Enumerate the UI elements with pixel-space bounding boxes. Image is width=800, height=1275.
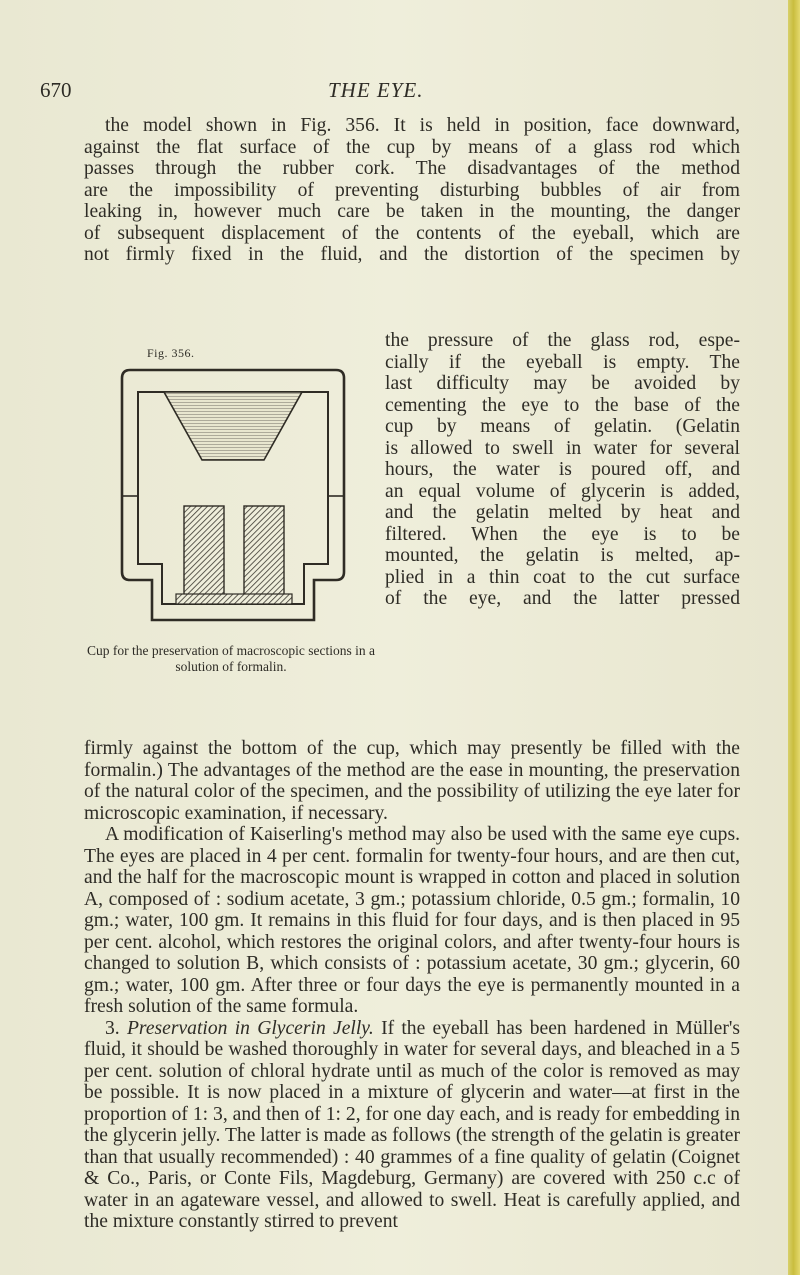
text-line: plied in a thin coat to the cut surface (385, 566, 740, 588)
figure-label: Fig. 356. (147, 346, 195, 360)
cup-illustration (104, 366, 362, 622)
paragraph: firmly against the bottom of the cup, which may presently be filled with the formalin.) The advantages of the method are the ease in mounting, the preservation of the natural color of the specimen, and the possibility of utilizing the eye later for microscopic examination, if necessary. (84, 738, 740, 824)
text-line: and the gelatin melted by heat and (385, 502, 740, 523)
running-title: THE EYE. (328, 78, 424, 102)
text-line: are the impossibility of preventing disturbing bubbles of air from (84, 179, 740, 201)
text-line: is allowed to swell in water for several (385, 437, 740, 459)
text-line: mounted, the gelatin is melted, ap- (385, 545, 740, 566)
text-line: filtered. When the eye is to be (385, 523, 740, 545)
text-line: cially if the eyeball is empty. The (385, 351, 740, 373)
page-edge (788, 0, 800, 1275)
section-text: If the eyeball has been hardened in Müller's fluid, it should be washed thoroughly in water for several days, and bleached in a 5 per cent. solution of chloral hydrate until as much of the color is removed as may be possible. It is now placed in a mixture of glycerin and water—at first in the proportion of 1: 3, and then of 1: 2, for one day each, and is ready for embedding in the glycerin jelly. The latter is made as follows (the strength of the gelatin is greater than that usually recommended) : 40 grammes of a fine quality of gelatin (Coignet & Co., Paris, or Conte Fils, Magdeburg, Germany) are covered with 250 c.c of water in an agateware vessel, and allowed to swell. Heat is carefully applied, and the mixture constantly stirred to prevent (84, 1017, 741, 1232)
text-line: last difficulty may be avoided by (385, 373, 740, 394)
text-line: of subsequent displacement of the contents of the eyeball, which are (84, 222, 740, 244)
page-number: 670 (40, 78, 72, 102)
text-line: an equal volume of glycerin is added, (385, 480, 740, 502)
paragraph (84, 1018, 740, 1233)
text-line: hours, the water is poured off, and (385, 459, 740, 480)
text-line: passes through the rubber cork. The disadvantages of the method (84, 158, 740, 179)
section-title: Preservation in Glycerin Jelly. (126, 1017, 374, 1039)
paragraph-top (84, 115, 740, 266)
text-line: leaking in, however much care be taken in the mounting, the danger (84, 201, 740, 222)
text-line: not firmly fixed in the fluid, and the distortion of the specimen by (84, 244, 740, 265)
text-line: the pressure of the glass rod, espe- (385, 330, 740, 351)
section-number: 3. (105, 1017, 120, 1039)
text-line: against the flat surface of the cup by means of a glass rod which (84, 136, 740, 158)
paragraph: A modification of Kaiserling's method may also be used with the same eye cups. The eyes are placed in 4 per cent. formalin for twenty-four hours, and are then cut, and the half for the macroscopic mount is wrapped in cotton and placed in solution A, composed of : sodium acetate, 3 gm.; potassium chloride, 0.5 gm.; formalin, 10 gm.; water, 100 gm. It remains in this fluid for four days, and is then placed in 95 per cent. alcohol, which restores the original colors, and after twenty-four hours is changed to solution B, which consists of : potassium acetate, 30 gm.; glycerin, 60 gm.; water, 100 gm. After three or four days the eye is permanently mounted in a fresh solution of the same formula. (84, 824, 740, 1017)
running-head (0, 78, 788, 108)
text-line: the model shown in Fig. 356. It is held in position, face downward, (105, 115, 740, 136)
body-bottom (84, 738, 740, 1233)
text-line: cementing the eye to the base of the (385, 394, 740, 416)
text-line: of the eye, and the latter pressed (385, 588, 740, 609)
text-line: cup by means of gelatin. (Gelatin (385, 416, 740, 437)
paragraph-wrap (385, 330, 740, 610)
figure-caption: Cup for the preservation of macroscopic sections in a solution of formalin. (87, 643, 375, 674)
